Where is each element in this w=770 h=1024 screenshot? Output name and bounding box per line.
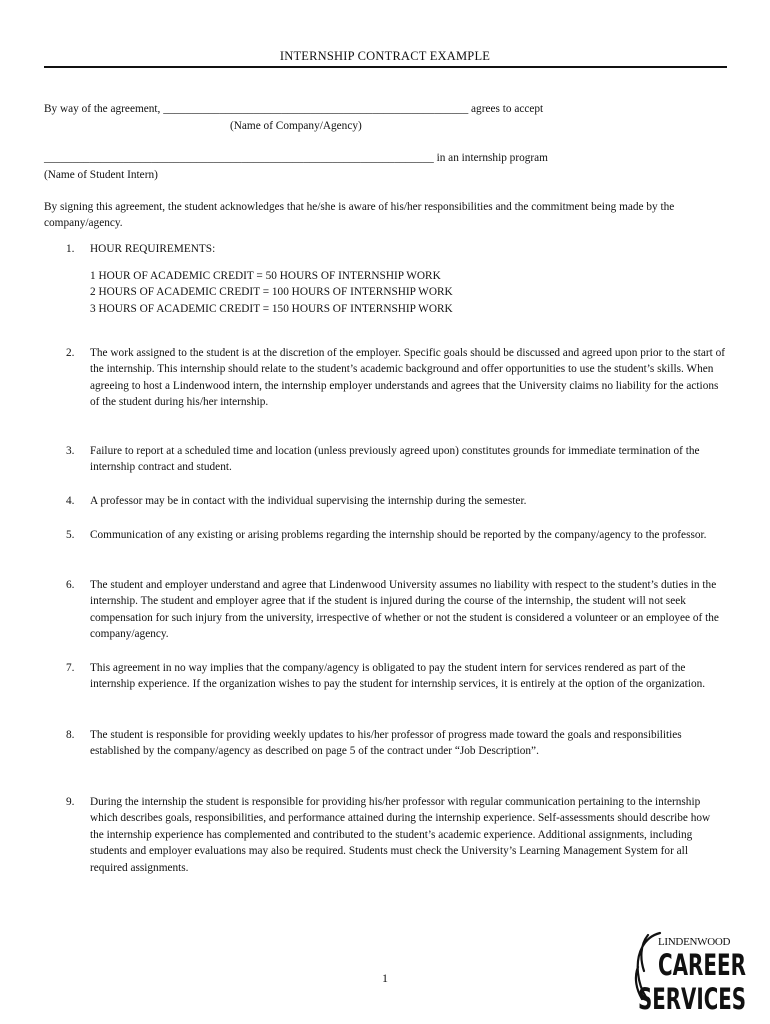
item-number: 3.: [66, 445, 75, 457]
lindenwood-career-services-logo: [630, 925, 756, 1015]
student-caption: (Name of Student Intern): [44, 169, 158, 181]
agreement-suffix: agrees to accept: [468, 103, 544, 115]
item-text: A professor may be in contact with the individual supervising the internship during the semester.: [90, 495, 527, 507]
item-text: Failure to report at a scheduled time and location (unless previously agreed upon) constitutes grounds for immediate termination of the internship contract and student.: [90, 445, 700, 474]
item-text: The work assigned to the student is at the discretion of the employer. Specific goals should be discussed and agreed upon prior to the start of the internship. This internship should relate to the student’s academic background and offer opportunities to use the student’s skills. When agreeing to host a Lindenwood intern, the internship employer understands and agrees that the University claims no liability for the actions of the student during his/her internship.: [90, 347, 725, 409]
company-caption: (Name of Company/Agency): [230, 120, 362, 132]
list-item: [66, 660, 726, 693]
item-number: 5.: [66, 529, 75, 541]
credit-line: 2 HOURS OF ACADEMIC CREDIT = 100 HOURS OF INTERNSHIP WORK: [90, 286, 453, 299]
logo-line-career: CAREER: [658, 948, 746, 982]
page-number: 1: [382, 971, 388, 985]
logo-line-services: SERVICES: [638, 982, 746, 1015]
item-text: During the internship the student is responsible for providing his/her professor with regular communication pertaining to the internship which describes goals, responsibilities, and performance attained during the internship experience. Self-assessments should describe how the internship experience has complemented and contributed to the student’s academic experience. Additional assignments, including students and employer evaluations may also be required. Students must check the University’s Learning Management System for all required assignments.: [90, 796, 711, 874]
list-item: [66, 577, 726, 643]
agreement-line-company: [44, 101, 543, 117]
student-line-suffix: in an internship program: [433, 152, 548, 164]
credit-line: 1 HOUR OF ACADEMIC CREDIT = 50 HOURS OF INTERNSHIP WORK: [90, 270, 441, 282]
item-text: The student is responsible for providing weekly updates to his/her professor of progress made toward the goals and responsibilities established by the company/agency as described on page 5 of the contract under “Job Description”.: [90, 729, 682, 758]
agreement-prefix: By way of the agreement,: [44, 103, 164, 115]
item-number: 4.: [66, 495, 75, 507]
item-number: 9.: [66, 796, 75, 808]
credit-line: 3 HOURS OF ACADEMIC CREDIT = 150 HOURS OF INTERNSHIP WORK: [90, 302, 453, 315]
title-divider: [44, 66, 727, 68]
item-number: 2.: [66, 347, 75, 359]
list-item: [66, 345, 726, 411]
item-number: 6.: [66, 579, 75, 591]
list-item: [66, 241, 726, 257]
item-text: Communication of any existing or arising problems regarding the internship should be reported by the company/agency to the professor.: [90, 529, 707, 541]
list-item: [66, 727, 726, 760]
logo-line-lindenwood: LINDENWOOD: [658, 936, 731, 948]
item-text: This agreement in no way implies that the company/agency is obligated to pay the student intern for services rendered as part of the internship experience. If the organization wishes to pay the student for internship services, it is entirely at the option of the organization.: [90, 662, 706, 691]
item-number: 8.: [66, 729, 75, 741]
item-number: 1.: [66, 243, 75, 255]
item-number: 7.: [66, 662, 75, 674]
intro-paragraph: By signing this agreement, the student acknowledges that he/she is aware of his/her responsibilities and the commitment being made by the company/agency.: [44, 201, 675, 230]
hour-requirements-heading: HOUR REQUIREMENTS:: [90, 243, 216, 255]
credit-requirements: [90, 268, 453, 317]
list-item: [66, 794, 726, 876]
item-text: The student and employer understand and agree that Lindenwood University assumes no liability with respect to the student’s duties in the internship. The student and employer agree that if the student is injured during the course of the internship, the student will not seek compensation for such injury from the university, irrespective of whether or not the student is considered a volunteer or an employee of the company/agency.: [90, 579, 719, 641]
list-item: [66, 493, 726, 509]
document-title: INTERNSHIP CONTRACT EXAMPLE: [279, 49, 491, 63]
agreement-line-student: [44, 150, 548, 166]
list-item: [66, 443, 726, 476]
student-name-blank: _____________________________________________________________________: [44, 152, 434, 164]
list-item: [66, 527, 726, 543]
company-name-blank: ______________________________________________________: [163, 103, 469, 115]
